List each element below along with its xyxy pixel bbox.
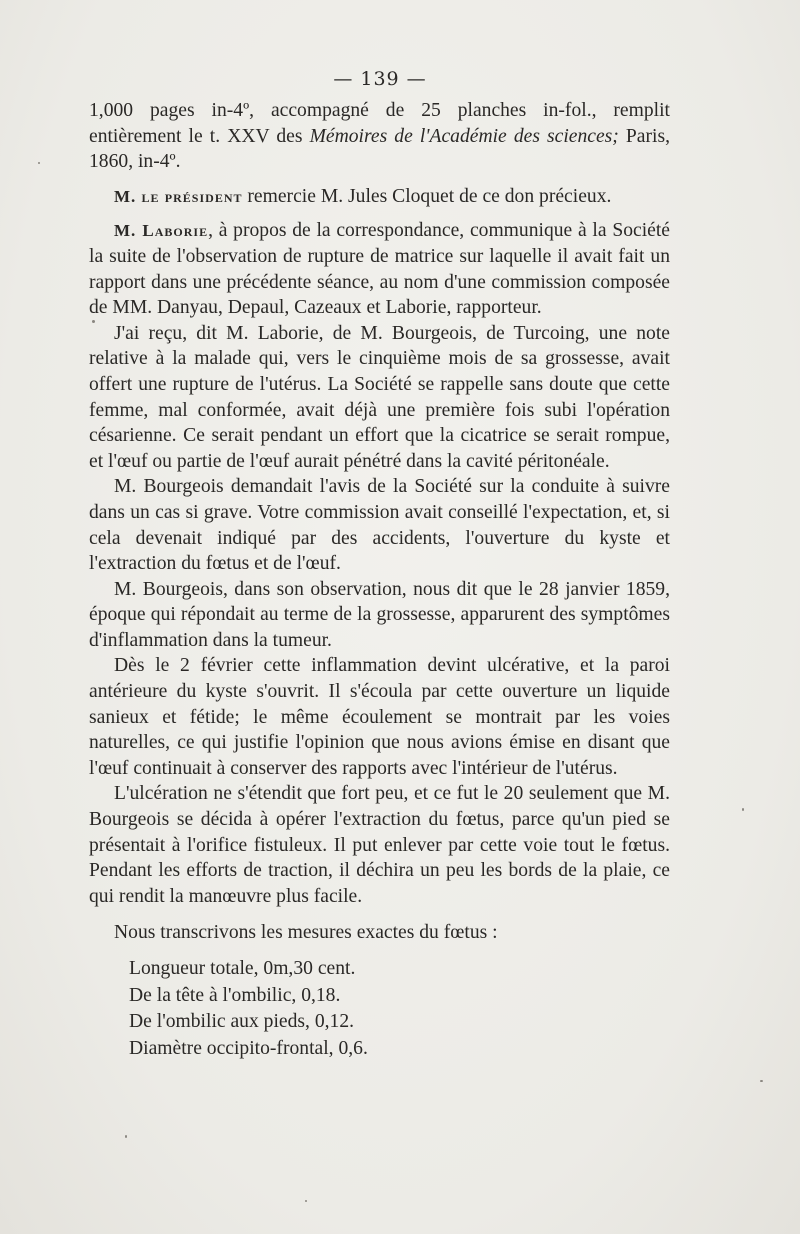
paper-speck [125, 1135, 127, 1138]
speaker-president: M. le président [114, 186, 243, 206]
measure-occipito-frontal: Diamètre occipito-frontal, 0,6. [129, 1037, 368, 1059]
paragraph-publication-note [89, 98, 670, 175]
president-remark: remercie M. Jules Cloquet de ce don précieux. [242, 185, 612, 207]
paper-speck [92, 320, 95, 323]
paper-speck [760, 1080, 763, 1082]
paper-speck [742, 808, 744, 811]
measure-head-to-navel: De la tête à l'ombilic, 0,18. [129, 984, 341, 1006]
measure-total-length: Longueur totale, 0m,30 cent. [129, 958, 356, 979]
measure-navel-to-feet: De l'ombilic aux pieds, 0,12. [129, 1011, 355, 1032]
paragraph-laborie [89, 218, 670, 320]
paper-speck [38, 162, 40, 164]
paragraph-observation-date: M. Bourgeois, dans son observation, nous dit que le 28 janvier 1859, époque qui répondait au terme de la grossesse, apparurent des symptômes d'inflammation dans la tumeur. [89, 578, 670, 651]
publication-note-end: Paris, 1860, in-4º. [89, 125, 670, 173]
paragraph-measures-intro: Nous transcrivons les mesures exactes du fœtus : [114, 922, 498, 944]
paragraph-inflammation: Dès le 2 février cette inflammation devint ulcérative, et la paroi antérieure du kyste s'ouvrit. Il s'écoula par cette ouverture un liquide sanieux et fétide; le même écoulement se montrait par les voies naturelles, ce qui justifie l'opinion que nous avions émise en disant que l'œuf continuait à conserver des rapports avec l'intérieur de l'utérus. [89, 655, 670, 779]
page-number: — 139 — [333, 68, 427, 90]
speaker-laborie: M. Laborie [114, 221, 209, 241]
measures-list [89, 956, 670, 1062]
laborie-communication: , à propos de la correspondance, communique à la Société la suite de l'observation de rupture de matrice sur laquelle il avait fait un rapport dans une précédente séance, au nom d'une commission composée de MM. Danyau, Depaul, Cazeaux et Laborie, rapporteur. [89, 220, 670, 319]
body-text [89, 98, 670, 1062]
publication-note-start: 1,000 pages in-4º, accompagné de 25 planches in-fol., remplit entièrement le t. XXV des [89, 100, 670, 147]
paragraph-commission-advice: M. Bourgeois demandait l'avis de la Société sur la conduite à suivre dans un cas si grave. Votre commission avait conseillé l'expectation, et, si cela devenait indiqué par des accidents, l'ouverture du kyste et l'extraction du fœtus et de l'œuf. [89, 476, 670, 575]
paragraph-extraction: L'ulcération ne s'étendit que fort peu, et ce fut le 20 seulement que M. Bourgeois se décida à opérer l'extraction du fœtus, parce qu'un pied se présentait à l'orifice fistuleux. Il put enlever par cette voie tout le fœtus. Pendant les efforts de traction, il déchira un peu les bords de la plaie, ce qui rendit la manœuvre plus facile. [89, 783, 670, 907]
paragraph-note-received: J'ai reçu, dit M. Laborie, de M. Bourgeois, de Turcoing, une note relative à la malade qui, vers le cinquième mois de sa grossesse, avait offert une rupture de l'utérus. La Société se rappelle sans doute que cette femme, mal conformée, avait déjà une première fois subi l'opération césarienne. Ce serait pendant un effort que la cicatrice se serait rompue, et l'œuf ou partie de l'œuf aurait pénétré dans la cavité péritonéale. [89, 322, 670, 472]
paragraph-president [89, 184, 670, 210]
publication-title: Mémoires de l'Académie des sciences; [309, 125, 619, 147]
paper-speck [305, 1200, 307, 1202]
